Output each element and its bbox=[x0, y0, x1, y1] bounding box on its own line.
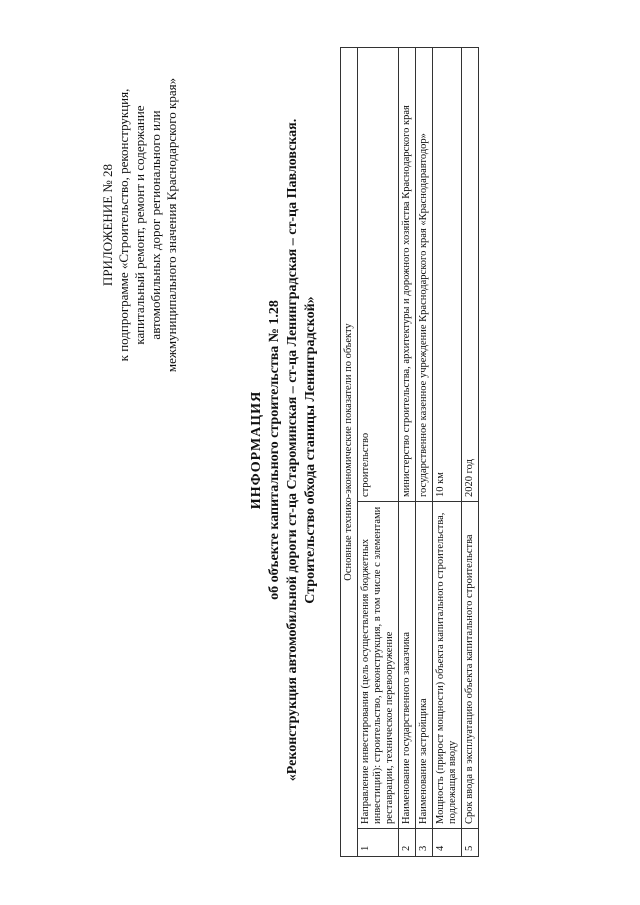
row-value: министерство строительства, архитектуры и дорожного хозяйства Краснодарского края bbox=[399, 48, 416, 502]
object-name-line-2: Строительство обхода станицы Ленинградской» bbox=[303, 296, 318, 604]
row-number: 2 bbox=[399, 829, 416, 857]
indicators-table bbox=[340, 47, 479, 857]
table-row bbox=[416, 48, 433, 857]
table-header-row bbox=[341, 48, 358, 857]
row-parameter: Срок ввода в эксплуатацию объекта капитального строительства bbox=[462, 502, 479, 829]
row-number: 3 bbox=[416, 829, 433, 857]
appendix-subprogram: к подпрограмме «Строительство, реконструкция, капитальный ремонт, ремонт и содержание автомобильных дорог регионального или межмуниципального значения Краснодарского края» bbox=[116, 77, 179, 373]
row-value: строительство bbox=[358, 48, 399, 502]
row-number: 4 bbox=[433, 829, 462, 857]
row-parameter: Направление инвестирования (цель осуществления бюджетных инвестиций): строительство, реконструкция, в том числе с элементами реставрации, техническое перевооружение bbox=[358, 502, 399, 829]
appendix-number: ПРИЛОЖЕНИЕ № 28 bbox=[100, 163, 115, 287]
table-header: Основные технико-экономические показатели по объекту bbox=[341, 48, 358, 857]
table-row bbox=[462, 48, 479, 857]
table-row bbox=[399, 48, 416, 857]
row-parameter: Наименование государственного заказчика bbox=[399, 502, 416, 829]
row-value: государственное казенное учреждение Краснодарского края «Краснодаравтодор» bbox=[416, 48, 433, 502]
row-value: 10 км bbox=[433, 48, 462, 502]
object-number: об объекте капитального строительства № 1.28 bbox=[267, 300, 282, 600]
table-row bbox=[358, 48, 399, 857]
table-row bbox=[433, 48, 462, 857]
row-number: 5 bbox=[462, 829, 479, 857]
row-value: 2020 год bbox=[462, 48, 479, 502]
row-parameter: Наименование застройщика bbox=[416, 502, 433, 829]
document-title: ИНФОРМАЦИЯ bbox=[249, 390, 264, 510]
appendix-block bbox=[100, 65, 180, 385]
object-name-line-1: «Реконструкция автомобильной дороги ст-ца Староминская – ст-ца Ленинградская – ст-ца Павловская. bbox=[285, 118, 300, 782]
document-heading bbox=[248, 70, 320, 830]
row-number: 1 bbox=[358, 829, 399, 857]
row-parameter: Мощность (прирост мощности) объекта капитального строительства, подлежащая вводу bbox=[433, 502, 462, 829]
